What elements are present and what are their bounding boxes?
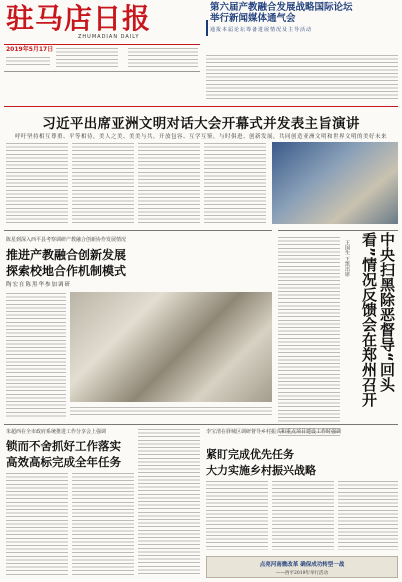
- story2-caption: [70, 406, 272, 418]
- top-story-subhead: 通报本届论坛筹备进展情况及主导活动: [210, 27, 313, 33]
- bottom-banner: [206, 556, 398, 578]
- divider: [4, 424, 398, 425]
- story2-body: [6, 292, 66, 418]
- story4-body-col-2: [72, 472, 134, 576]
- lead-photo: [272, 142, 398, 224]
- story5-headline-2: 大力实施乡村振兴战略: [206, 464, 316, 477]
- story2-subhead: 陶宏在陈黑华参加调研: [6, 282, 72, 288]
- top-story: [206, 2, 398, 33]
- top-story-headline-2: 举行新闻媒体通气会: [210, 13, 296, 24]
- story4-headline-2: 高效高标完成全年任务: [6, 455, 121, 469]
- story5-kicker: 李宝清在驿城区调研督导乡村振兴和重点项目建设工作时强调: [206, 429, 342, 435]
- divider: [278, 230, 398, 231]
- story5-headline-1: 紧盯完成优先任务: [206, 448, 294, 461]
- masthead-pinyin: ZHUMADIAN DAILY: [78, 34, 140, 40]
- story2-headline-1: 推进产教融合创新发展: [6, 248, 127, 262]
- story4-body-col-1: [6, 472, 68, 576]
- story4-body-col-3: [138, 428, 200, 576]
- story5-body-col-1: [206, 480, 268, 550]
- top-story-body: [206, 54, 398, 102]
- issue-details: [6, 56, 50, 68]
- story2-photo: [70, 292, 272, 402]
- divider: [4, 106, 398, 107]
- lead-body-col-4: [204, 142, 266, 226]
- story5-body-col-2: [272, 480, 334, 550]
- lead-body-col-3: [138, 142, 200, 226]
- lead-body-col-1: [6, 142, 68, 226]
- story2-headline-2: 探索校地合作机制模式: [6, 264, 127, 278]
- contact-details: [128, 47, 198, 68]
- banner-line-2: ——西平2019年举行活动: [276, 571, 328, 576]
- lead-headline: 习近平出席亚洲文明对话大会开幕式并发表主旨演讲: [42, 116, 360, 132]
- issue-info-bar: [4, 44, 200, 72]
- story5-body-col-3: [338, 480, 398, 550]
- issue-date: 2019年5月17日: [6, 46, 54, 53]
- story3-subhead: 王国生 王凯出席: [344, 240, 350, 277]
- masthead-title: 驻马店日报: [6, 2, 152, 35]
- story2-kicker: 陈星到深入西平县考察调研产教融合创新协作发展情况: [6, 237, 127, 243]
- lead-subhead: 呼吁坚持相互尊重、平等相待，美人之美、美美与共，开放包容、互学互鉴，与时俱进、创新发展，共同创造亚洲文明和世界文明的美好未来: [14, 134, 387, 140]
- banner-line-1: 点亮河南微改革 确保成功转型一战: [259, 562, 345, 568]
- divider: [4, 230, 272, 231]
- story3-body: [278, 236, 340, 436]
- publisher-details: [56, 47, 118, 68]
- top-story-headline-1: 第六届产教融合发展战略国际论坛: [210, 2, 353, 13]
- accent-bar: [206, 20, 208, 36]
- story3-headline: 中央扫黑除恶督导“回头看”情况反馈会在郑州召开: [360, 232, 396, 407]
- story4-headline-1: 锁而不舍抓好工作落实: [6, 439, 121, 453]
- story4-kicker: 朱超西在全市政府系统推进工作分享会上强调: [6, 429, 107, 435]
- lead-body-col-2: [72, 142, 134, 226]
